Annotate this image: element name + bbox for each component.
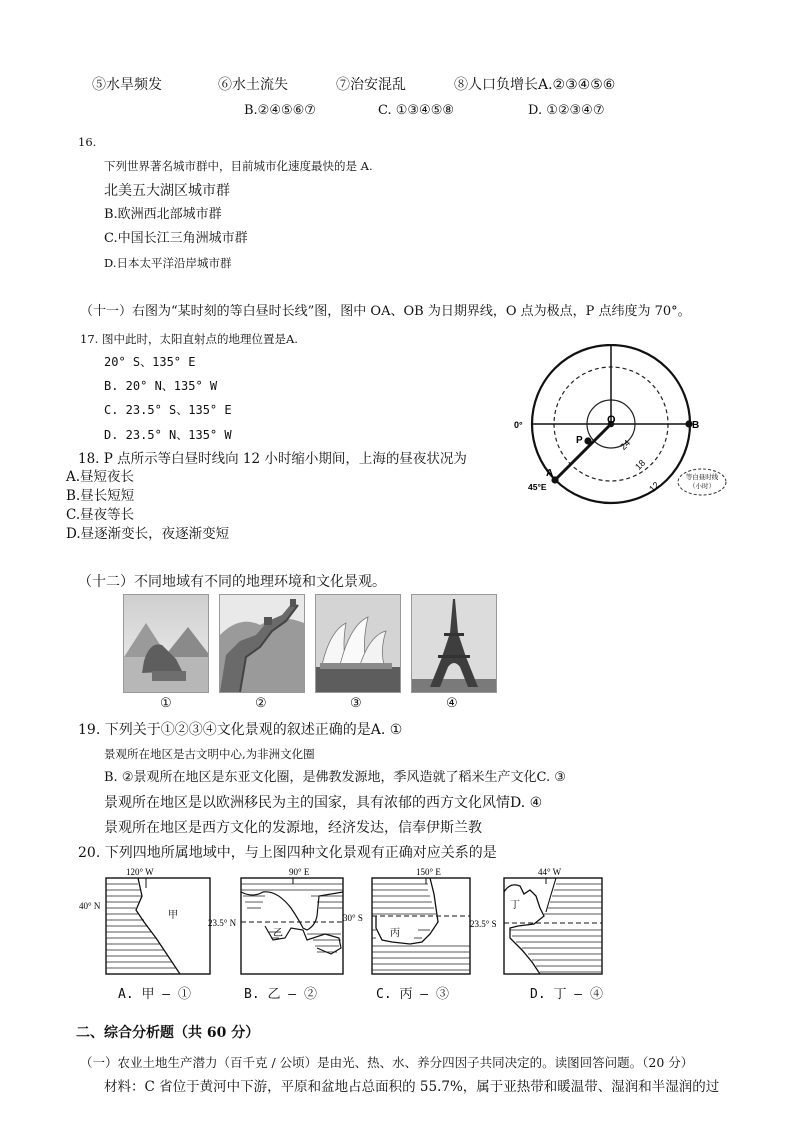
q20-option-d: D. 丁 – ④ xyxy=(530,987,603,1002)
polar-day-length-diagram xyxy=(508,344,738,510)
q19-stem: 19. 下列关于①②③④文化景观的叙述正确的是A. ① xyxy=(78,722,403,738)
map2-latitude: 23.5° N xyxy=(208,918,237,928)
q17-stem: 17. 图中此时，太阳直射点的地理位置是A. xyxy=(80,332,298,346)
q16-number: 16. xyxy=(78,135,97,149)
label-12: 12 xyxy=(647,479,662,494)
label-0deg: 0° xyxy=(514,420,523,430)
map3-longitude: 150° E xyxy=(416,868,441,877)
q15-answer-c: C. ①③④⑤⑧ xyxy=(378,103,455,118)
q16-option-c: C.中国长江三角洲城市群 xyxy=(104,231,248,246)
map3-name: 丙 xyxy=(390,928,400,939)
q20-option-c: C. 丙 – ③ xyxy=(376,987,449,1002)
map4-name: 丁 xyxy=(510,900,520,911)
q15-option-6: ⑥水土流失 xyxy=(218,77,288,93)
section12-intro: （十二）不同地域有不同的地理环境和文化景观。 xyxy=(78,574,386,590)
caption-1: ① xyxy=(160,696,172,711)
photo-eiffel-tower xyxy=(411,594,497,693)
q15-answer-b: B.②④⑤⑥⑦ xyxy=(244,103,316,118)
caption-3: ③ xyxy=(350,696,362,711)
point-p xyxy=(584,437,591,444)
map1-longitude: 120° W xyxy=(126,868,154,877)
q18-option-a: A.昼短夜长 xyxy=(66,469,135,485)
q18-option-d: D.昼逐渐变长，夜逐渐变短 xyxy=(66,526,230,542)
label-o: O xyxy=(607,414,616,426)
q19-option-c: 景观所在地区是以欧洲移民为主的国家，具有浓郁的西方文化风情D. ④ xyxy=(104,795,543,811)
q15-option-7: ⑦治安混乱 xyxy=(336,77,406,93)
map-bing xyxy=(342,868,474,978)
label-45e: 45°E xyxy=(528,482,547,492)
q18-option-b: B.昼长短短 xyxy=(66,488,135,504)
map1-name: 甲 xyxy=(168,910,178,921)
q15-answer-d: D. ①②③④⑦ xyxy=(528,103,605,118)
q16-stem: 下列世界著名城市群中，目前城市化速度最快的是 A. xyxy=(104,159,373,173)
map-ding xyxy=(470,868,606,978)
q20-stem: 20. 下列四地所属地域中，与上图四种文化景观有正确对应关系的是 xyxy=(78,845,497,861)
caption-4: ④ xyxy=(446,696,458,711)
q19-option-a-text: 景观所在地区是古文明中心,为非洲文化圈 xyxy=(104,747,315,761)
label-24: 24 xyxy=(618,437,633,452)
q17-option-b: B. 20° N、135° W xyxy=(104,379,218,393)
legend-line2: （小时） xyxy=(689,482,715,490)
q16-option-b: B.欧洲西北部城市群 xyxy=(104,207,222,222)
map2-name: 乙 xyxy=(273,928,283,939)
photo-opera-house xyxy=(315,594,401,693)
label-p: P xyxy=(576,435,583,446)
q20-option-b: B. 乙 – ② xyxy=(244,987,317,1002)
q18-stem: 18. P 点所示等白昼时线向 12 小时缩小期间，上海的昼夜状况为 xyxy=(78,451,467,467)
map3-latitude: 30° S xyxy=(343,913,363,923)
q19-option-b: B. ②景观所在地区是东亚文化圈，是佛教发源地，季风造就了稻米生产文化C. ③ xyxy=(104,770,566,785)
map-jia xyxy=(78,868,214,978)
caption-2: ② xyxy=(255,696,267,711)
q18-option-c: C.昼夜等长 xyxy=(66,507,135,523)
map1-latitude: 40° N xyxy=(79,901,101,911)
photo-great-wall xyxy=(219,594,305,693)
map4-longitude: 44° W xyxy=(538,868,562,877)
legend-line1: 等白昼时线 xyxy=(685,473,719,481)
map4-latitude: 23.5° S xyxy=(470,919,497,929)
part2-sub: （一）农业土地生产潜力（百千克 / 公顷）是由光、热、水、养分四因子共同决定的。读图回答问题。（20 分） xyxy=(80,1055,694,1070)
q17-option-c: C. 23.5° S、135° E xyxy=(104,403,232,417)
q20-option-a: A. 甲 – ① xyxy=(118,987,191,1002)
q17-option-d: D. 23.5° N、135° W xyxy=(104,428,232,442)
photo-pyramids xyxy=(123,594,209,693)
q19-option-d: 景观所在地区是西方文化的发源地，经济发达，信奉伊斯兰教 xyxy=(104,820,482,836)
q16-option-a: 北美五大湖区城市群 xyxy=(104,183,230,199)
part2-material: 材料：C 省位于黄河中下游，平原和盆地占总面积的 55.7%，属于亚热带和暖温带、湿润和半湿润的过 xyxy=(104,1079,720,1095)
label-18: 18 xyxy=(633,457,648,472)
map2-longitude: 90° E xyxy=(289,868,310,877)
label-a: A xyxy=(546,468,554,479)
map-yi xyxy=(207,868,345,978)
q15-option-5: ⑤水旱频发 xyxy=(92,77,162,93)
q17-option-a: 20° S、135° E xyxy=(104,355,196,369)
part2-heading: 二、综合分析题（共 60 分） xyxy=(76,1025,260,1041)
label-b: B xyxy=(692,420,700,431)
q16-option-d: D.日本太平洋沿岸城市群 xyxy=(104,256,232,270)
q15-option-8-answer-a: ⑧人口负增长A.②③④⑤⑥ xyxy=(454,77,616,93)
section11-intro: （十一）右图为“某时刻的等白昼时长线”图，图中 OA、OB 为日期界线，O 点为极点，P 点纬度为 70°。 xyxy=(80,304,691,319)
